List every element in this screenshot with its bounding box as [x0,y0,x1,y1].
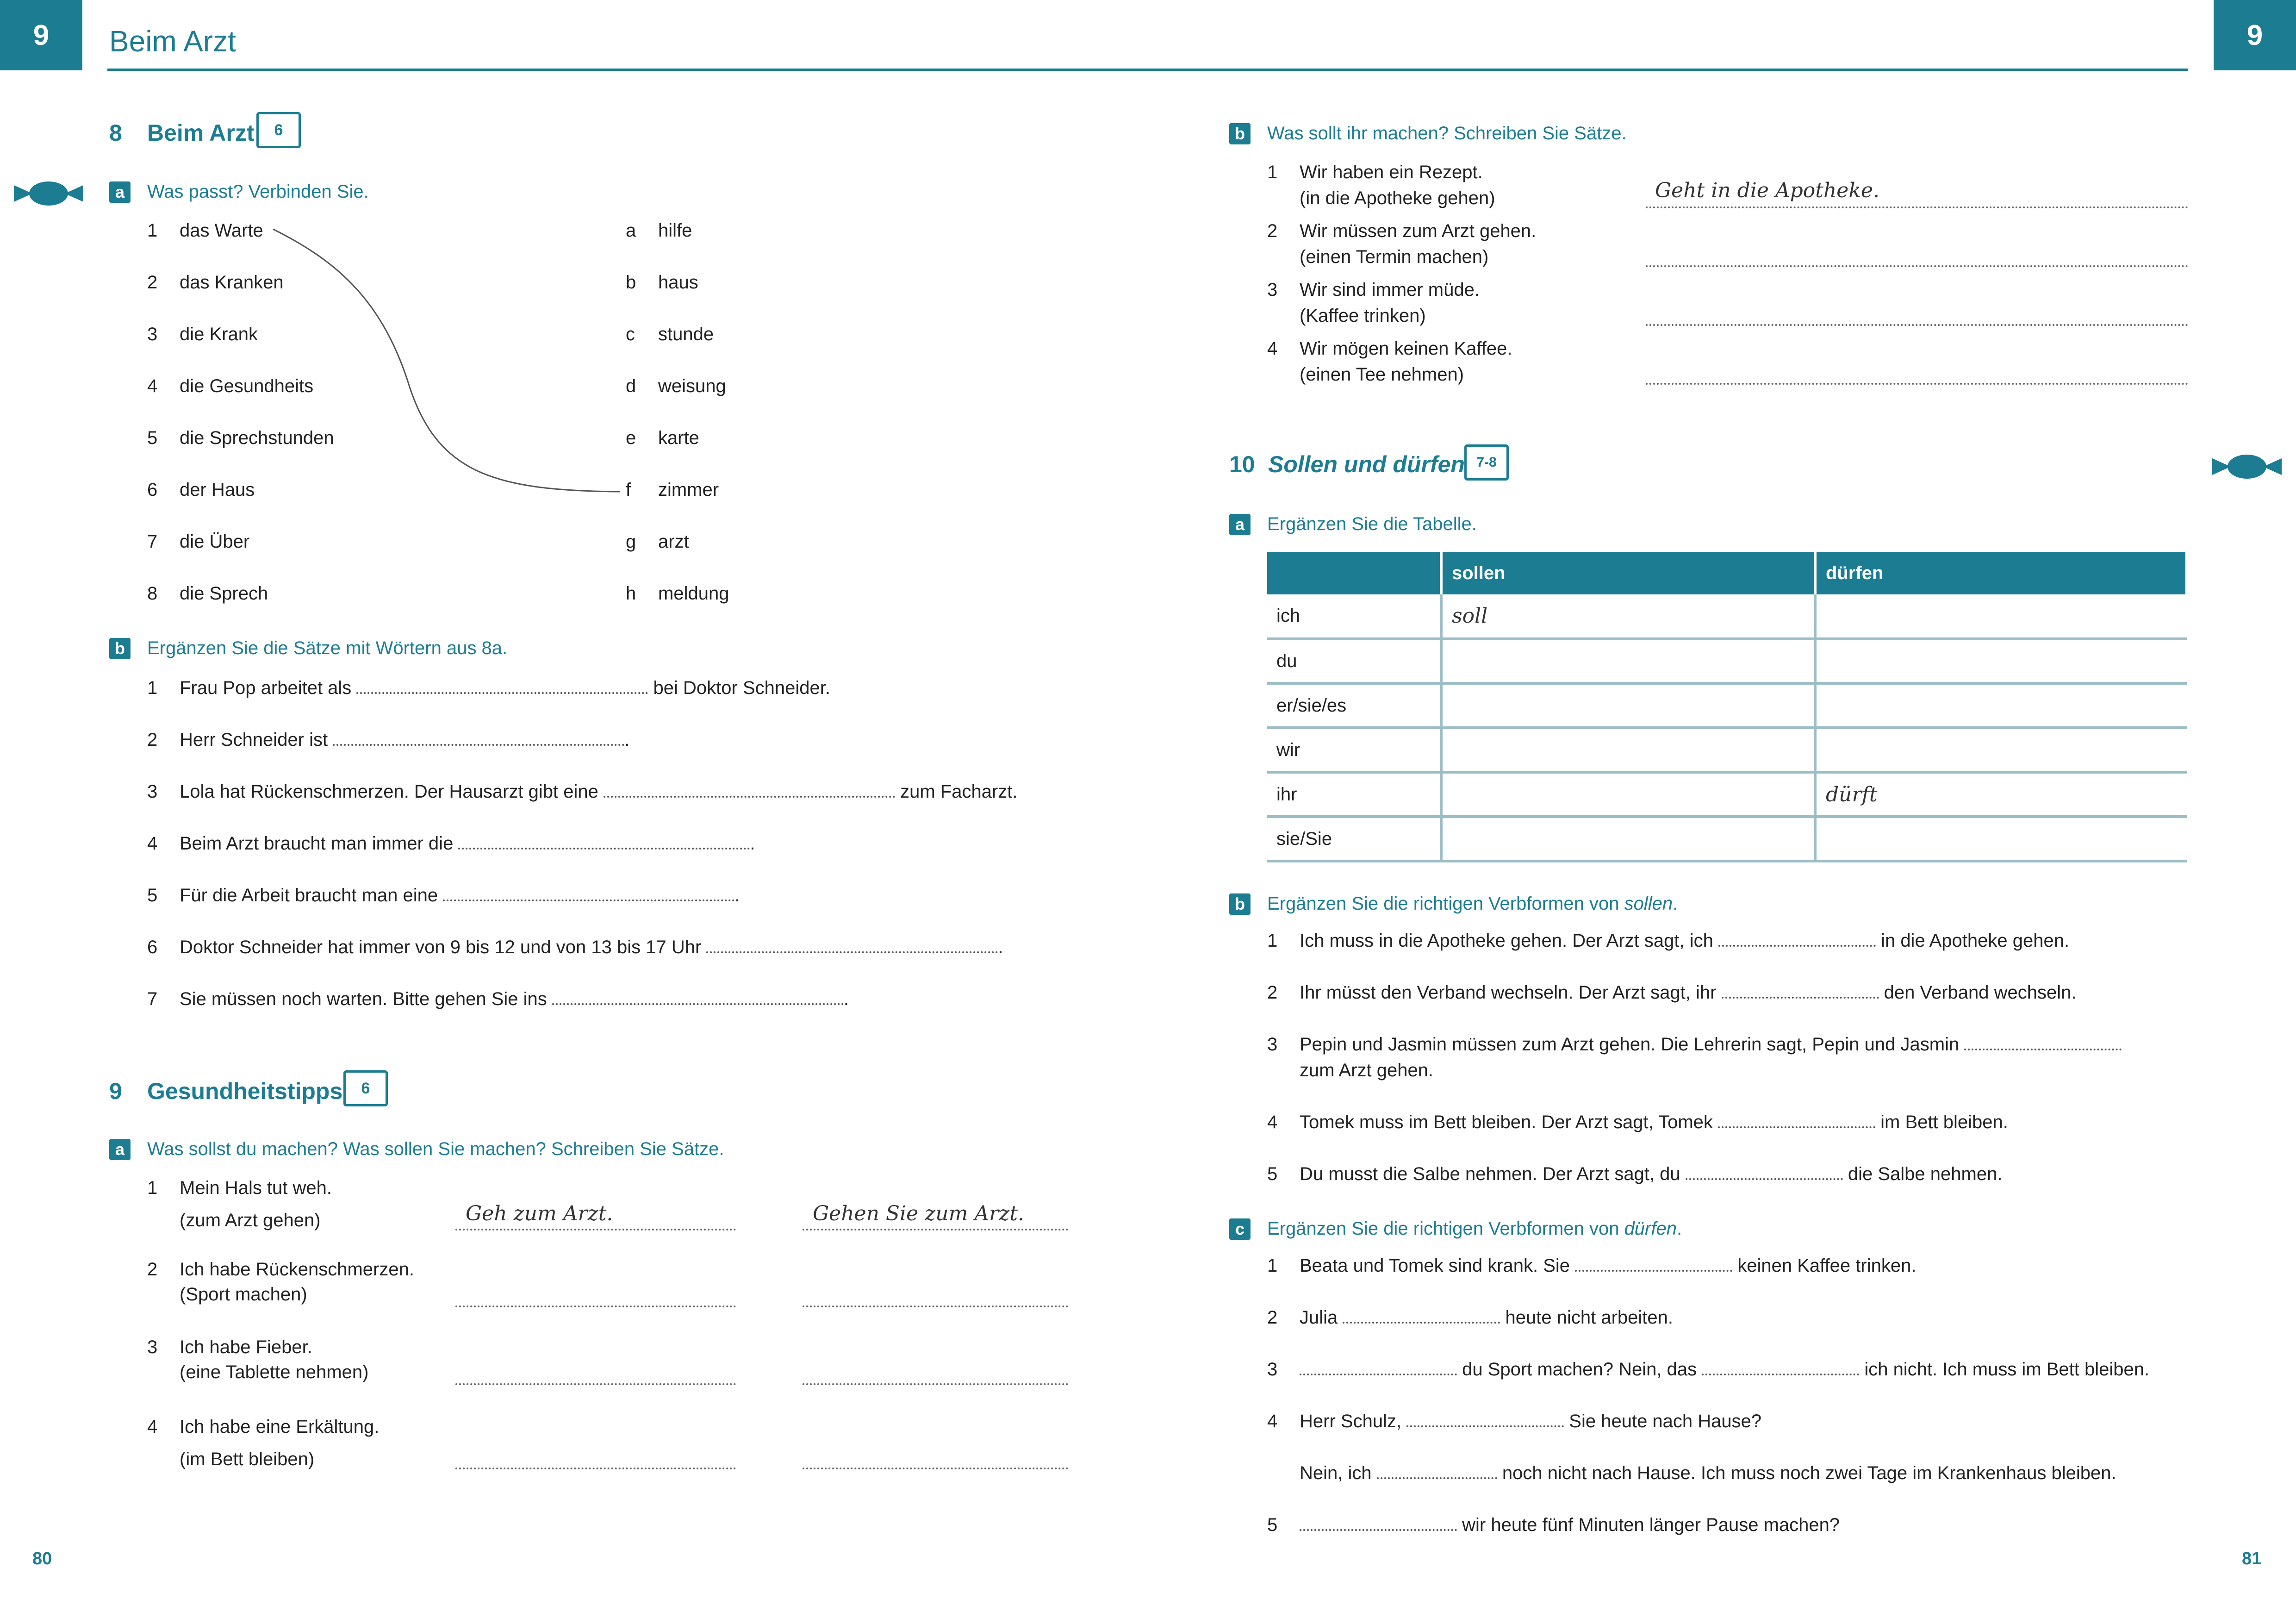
prompt-line: Ich habe Fieber. [180,1337,312,1357]
sentence-text: ich nicht. Ich muss im Bett bleiben. [1859,1359,2150,1380]
exercise-badge: a [109,181,131,203]
duerfen-cell[interactable]: dürft [1815,772,2187,817]
item-number: 3 [147,1337,158,1357]
prompt-hint: (im Bett bleiben) [180,1449,315,1469]
table-row [1267,728,2187,772]
sentence [180,678,830,699]
sentence-text: Für die Arbeit braucht man eine [180,885,443,906]
table-row [1267,683,2187,728]
section-title: Sollen und dürfen [1268,451,1465,477]
sentence-text: Du musst die Salbe nehmen. Der Arzt sagt, du [1300,1164,1686,1184]
sentence-text: Herr Schneider ist [180,730,333,750]
item-number: 2 [1267,982,1278,1003]
item-number: 4 [147,1417,158,1437]
prompt-line: Wir mögen keinen Kaffee. [1300,338,1512,359]
match-item-left[interactable]: die Über [180,531,250,552]
sentence [1300,1463,2116,1484]
section-title: Gesundheitstipps [147,1078,343,1104]
match-item-right[interactable]: karte [658,428,699,448]
table-row [1267,639,2187,683]
sentence-text: . [998,937,1003,957]
column-header: dürfen [1815,552,2187,594]
exercise-instruction: Ergänzen Sie die Sätze mit Wörtern aus 8a. [147,638,508,658]
pronoun-cell: sie/Sie [1267,817,1441,861]
item-number: 1 [1267,162,1278,182]
sentence [1300,1164,2002,1185]
table-row [1267,772,2187,817]
column-header: sollen [1441,552,1815,594]
item-letter: h [626,583,636,604]
prompt-line: Wir haben ein Rezept. [1300,162,1483,182]
item-letter: b [626,272,636,293]
answer-line[interactable] [803,1468,1068,1469]
answer-line[interactable] [1646,265,2188,267]
sentence-text: Nein, ich [1300,1463,1377,1483]
handwritten-answer: Geht in die Apotheke. [1655,179,1880,202]
section-number: 8 [109,120,122,146]
prompt-hint: (zum Arzt gehen) [180,1210,321,1230]
sentence-text: in die Apotheke gehen. [1875,931,2070,951]
exercise-instruction: Ergänzen Sie die richtigen Verbformen von dürfen. [1267,1218,1682,1239]
item-number: 1 [147,678,158,698]
sentence [1300,1112,2008,1133]
sentence [1300,1255,1916,1276]
sentence [180,989,849,1010]
pronoun-cell: du [1267,639,1441,683]
sentence-text: Tomek muss im Bett bleiben. Der Arzt sagt, Tomek [1300,1112,1718,1132]
sentence-text: Herr Schulz, [1300,1411,1407,1431]
chapter-tab-right: 9 [2214,0,2296,70]
item-number: 8 [147,583,158,604]
sentence-text: im Bett bleiben. [1875,1112,2008,1132]
blank-line[interactable] [443,887,734,901]
book-reference-icon: 6 [256,112,301,148]
sentence-text: du Sport machen? Nein, das [1457,1359,1702,1380]
item-number: 5 [1267,1164,1278,1184]
item-number: 4 [1267,338,1278,359]
item-number: 5 [1267,1515,1278,1535]
section-number: 10 [1229,451,1255,477]
match-item-left[interactable]: der Haus [180,480,255,500]
match-item-right[interactable]: hilfe [658,220,692,241]
item-number: 3 [1267,1034,1278,1055]
answer-line[interactable] [803,1305,1068,1307]
item-letter: g [626,531,636,552]
sollen-cell[interactable] [1441,683,1815,728]
item-number: 2 [147,730,158,750]
blank-line[interactable] [1343,1310,1500,1324]
item-number: 4 [1267,1411,1278,1431]
sollen-cell[interactable] [1441,639,1815,683]
match-item-left[interactable]: das Kranken [180,272,284,293]
blank-line[interactable] [1300,1517,1457,1531]
sentence-text: noch nicht nach Hause. Ich muss noch zwei Tage im Krankenhaus bleiben. [1497,1463,2116,1483]
sentence [1300,1515,1840,1536]
blank-line[interactable] [604,784,895,798]
sentence-text: bei Doktor Schneider. [648,678,830,698]
match-item-right[interactable]: meldung [658,583,729,604]
item-number: 1 [147,220,158,241]
column-header [1267,552,1441,594]
blank-line[interactable] [1377,1465,1497,1479]
sentence [1300,1411,1761,1432]
exercise-instruction: Was passt? Verbinden Sie. [147,181,369,202]
book-reference-icon: 7-8 [1464,444,1509,481]
sentence-text: zum Facharzt. [895,781,1018,802]
item-number: 7 [147,531,158,552]
sentence-text: Julia [1300,1307,1343,1328]
sentence [180,781,1018,802]
exercise-instruction: Was sollst du machen? Was sollen Sie machen? Schreiben Sie Sätze. [147,1139,724,1159]
prompt-line: Ich habe eine Erkältung. [180,1417,380,1437]
prompt-hint: (Sport machen) [180,1284,307,1305]
match-connection-line [0,0,648,509]
item-number: 3 [147,324,158,344]
exercise-badge: b [1229,123,1251,144]
match-item-right[interactable]: zimmer [658,480,719,500]
prompt-hint: (einen Termin machen) [1300,247,1489,267]
sentence [180,885,740,906]
blank-line[interactable] [1300,1362,1457,1375]
answer-line[interactable] [1646,324,2188,326]
item-letter: a [626,220,636,241]
item-number: 6 [147,480,158,500]
item-number: 6 [147,937,158,957]
item-letter: e [626,428,636,448]
match-item-left[interactable]: die Sprech [180,583,268,604]
blank-line[interactable] [552,991,844,1005]
prompt-line: Ich habe Rückenschmerzen. [180,1259,414,1280]
duerfen-cell[interactable] [1815,817,2187,861]
item-letter: c [626,324,635,344]
item-letter: d [626,376,636,396]
blank-line[interactable] [333,732,624,746]
sentence-text: . [624,730,630,750]
prompt-hint: (Kaffee trinken) [1300,306,1426,326]
sentence [1300,1359,2149,1380]
sentence [180,730,629,750]
exercise-instruction: Was sollt ihr machen? Schreiben Sie Sätze. [1267,123,1627,144]
candy-icon [2212,453,2282,481]
item-number: 3 [147,781,158,802]
sentence-text: Beata und Tomek sind krank. Sie [1300,1255,1575,1276]
sentence-text: Sie heute nach Hause? [1564,1411,1762,1431]
sollen-cell[interactable] [1441,728,1815,772]
item-number: 1 [147,1178,158,1198]
exercise-badge: b [109,638,131,659]
prompt-line: Wir müssen zum Arzt gehen. [1300,221,1537,241]
pronoun-cell: er/sie/es [1267,683,1441,728]
blank-line[interactable] [458,836,750,849]
item-number: 5 [147,428,158,448]
answer-line[interactable] [803,1229,1068,1230]
duerfen-cell[interactable] [1815,728,2187,772]
sollen-cell[interactable]: soll [1441,594,1815,639]
exercise-badge: a [1229,514,1251,535]
item-number: 4 [147,376,158,396]
duerfen-cell[interactable] [1815,594,2187,639]
chapter-tab-left: 9 [0,0,82,70]
match-item-right[interactable]: weisung [658,376,726,396]
blank-line[interactable] [1702,1362,1859,1375]
sentence-text: . [734,885,740,906]
item-number: 5 [147,885,158,906]
sentence-text: . [843,989,849,1009]
exercise-badge: b [1229,893,1251,915]
pronoun-cell: wir [1267,728,1441,772]
prompt-hint: (eine Tablette nehmen) [180,1362,369,1382]
blank-line[interactable] [1686,1166,1843,1180]
pronoun-cell: ihr [1267,772,1441,817]
sentence-text: Frau Pop arbeitet als [180,678,357,698]
duerfen-cell[interactable] [1815,639,2187,683]
blank-line[interactable] [1718,1114,1875,1128]
pronoun-cell: ich [1267,594,1441,639]
sentence [180,833,755,854]
match-item-left[interactable]: das Warte [180,220,263,241]
item-number: 3 [1267,1359,1278,1380]
sentence-continuation: zum Arzt gehen. [1300,1060,1434,1081]
match-item-right[interactable]: haus [658,272,698,293]
table-row [1267,594,2187,639]
sentence-text: . [750,833,755,854]
prompt-line: Wir sind immer müde. [1300,280,1480,300]
exercise-instruction: Ergänzen Sie die Tabelle. [1267,514,1477,534]
item-number: 7 [147,989,158,1009]
blank-line[interactable] [1964,1037,2122,1050]
sentence-text: Sie müssen noch warten. Bitte gehen Sie ins [180,989,552,1009]
item-letter: f [626,480,631,500]
item-number: 1 [1267,931,1278,951]
book-reference-icon: 6 [343,1070,388,1106]
handwritten-answer: Gehen Sie zum Arzt. [813,1202,1025,1225]
sentence [1300,931,2069,951]
sentence [1300,1034,2122,1055]
answer-line[interactable] [455,1229,736,1230]
item-number: 4 [1267,1112,1278,1132]
answer-line[interactable] [455,1468,736,1469]
prompt-line: Mein Hals tut weh. [180,1178,332,1198]
conjugation-table [1267,552,2188,862]
match-item-right[interactable]: stunde [658,324,714,344]
answer-line[interactable] [1646,206,2188,208]
sentence [180,937,1003,958]
sentence-text: Pepin und Jasmin müssen zum Arzt gehen. Die Lehrerin sagt, Pepin und Jasmin [1300,1034,1965,1055]
sentence-text: Ich muss in die Apotheke gehen. Der Arzt sagt, ich [1300,931,1718,951]
sentence-text: Beim Arzt braucht man immer die [180,833,459,854]
answer-line[interactable] [803,1383,1068,1385]
page-number-left: 80 [32,1549,52,1568]
item-number: 1 [1267,1255,1278,1276]
table-header-row [1267,552,2187,594]
sentence-text: Doktor Schneider hat immer von 9 bis 12 und von 13 bis 17 Uhr [180,937,707,957]
blank-line[interactable] [1718,933,1876,947]
section-number: 9 [109,1078,122,1104]
exercise-badge: c [1229,1218,1251,1240]
item-number: 2 [147,272,158,293]
sentence-text: Ihr müsst den Verband wechseln. Der Arzt sagt, ihr [1300,982,1722,1003]
item-number: 4 [147,833,158,854]
sentence-text: den Verband wechseln. [1879,982,2077,1003]
item-number: 3 [1267,280,1278,300]
answer-line[interactable] [1646,383,2188,385]
match-item-left[interactable]: die Sprechstunden [180,428,334,448]
duerfen-cell[interactable] [1815,683,2187,728]
sentence-text: keinen Kaffee trinken. [1732,1255,1916,1276]
sentence [1300,982,2077,1003]
item-number: 2 [1267,1307,1278,1328]
prompt-hint: (einen Tee nehmen) [1300,364,1464,385]
sentence-text: die Salbe nehmen. [1842,1164,2003,1184]
page-title: Beim Arzt [109,25,236,58]
answer-line[interactable] [455,1383,736,1385]
sentence [1300,1307,1673,1328]
item-number: 2 [147,1259,158,1280]
page-number-right: 81 [2242,1549,2262,1568]
prompt-hint: (in die Apotheke gehen) [1300,188,1495,208]
sentence-text: Lola hat Rückenschmerzen. Der Hausarzt gibt eine [180,781,604,802]
blank-line[interactable] [706,939,998,953]
blank-line[interactable] [1722,985,1879,999]
sollen-cell[interactable] [1441,772,1815,817]
handwritten-answer: Geh zum Arzt. [466,1202,613,1225]
exercise-instruction: Ergänzen Sie die richtigen Verbformen von sollen. [1267,893,1678,914]
match-item-left[interactable]: die Krank [180,324,258,344]
item-number: 2 [1267,221,1278,241]
blank-line[interactable] [1406,1413,1564,1427]
match-item-left[interactable]: die Gesundheits [180,376,314,396]
match-item-right[interactable]: arzt [658,531,689,552]
sentence-text: heute nicht arbeiten. [1500,1307,1673,1328]
exercise-badge: a [109,1139,131,1160]
answer-line[interactable] [455,1305,736,1307]
sollen-cell[interactable] [1441,817,1815,861]
section-title: Beim Arzt [147,120,255,146]
blank-line[interactable] [356,680,648,694]
table-row [1267,817,2187,861]
sentence-text: wir heute fünf Minuten länger Pause machen? [1457,1515,1840,1535]
blank-line[interactable] [1575,1258,1732,1272]
